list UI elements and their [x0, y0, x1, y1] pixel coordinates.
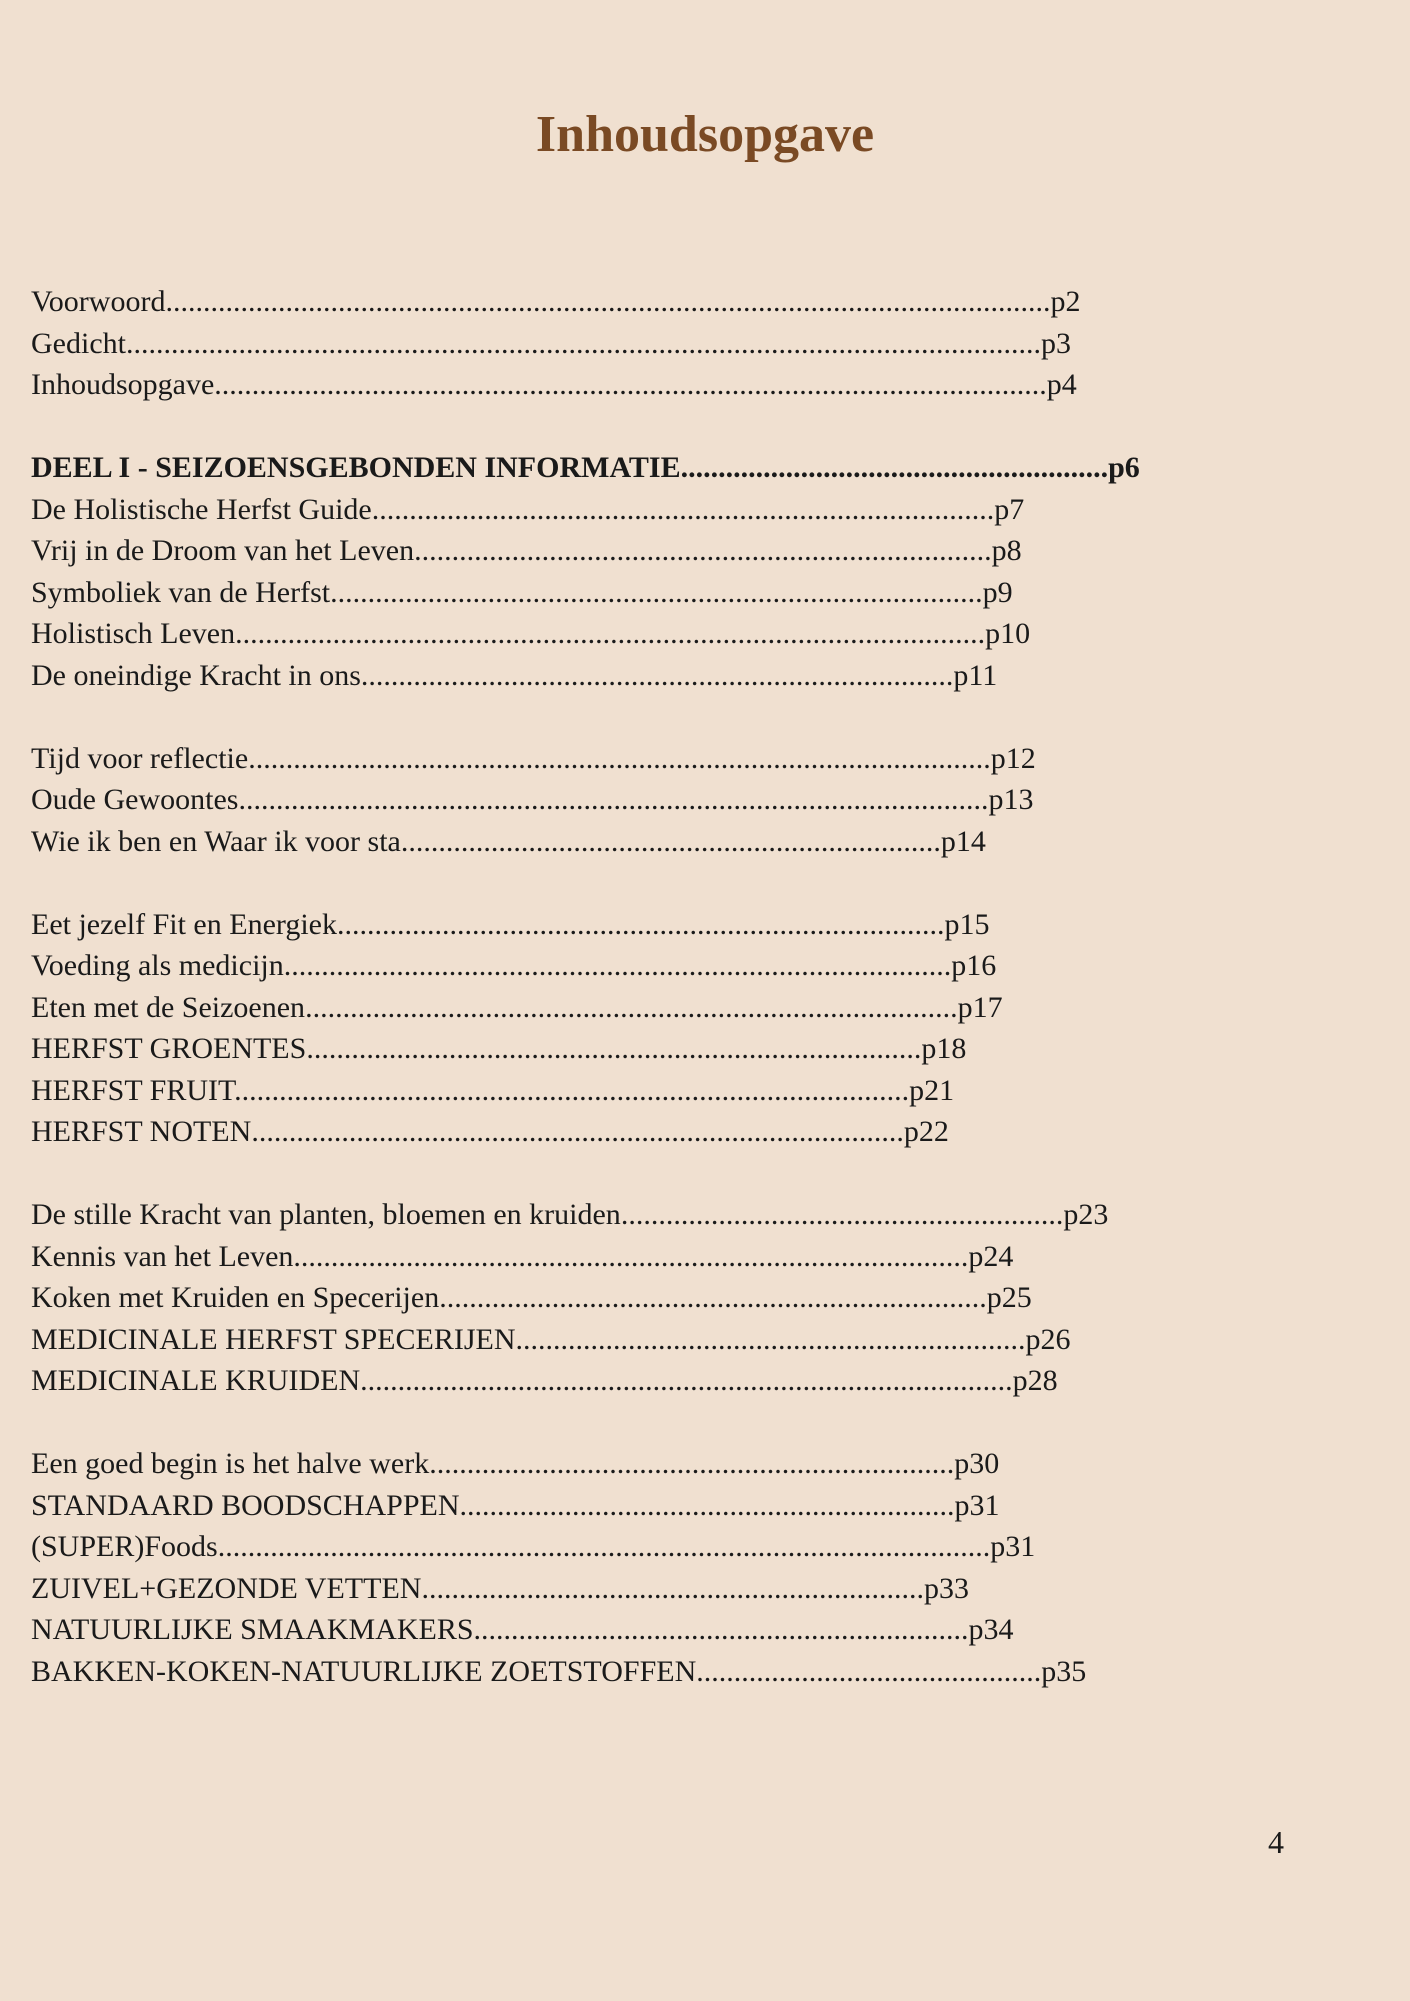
- toc-dot-leader: .......................................................................................: [330, 575, 983, 609]
- toc-entry-title: MEDICINALE HERFST SPECERIJEN: [31, 1322, 516, 1356]
- toc-entry[interactable]: [31, 1609, 1391, 1651]
- toc-entry[interactable]: [31, 364, 1391, 406]
- toc-entry[interactable]: [31, 1028, 1391, 1070]
- toc-entry[interactable]: [31, 738, 1391, 780]
- toc-entry[interactable]: [31, 572, 1391, 614]
- toc-entry[interactable]: [31, 821, 1391, 863]
- toc-entry-title: De stille Kracht van planten, bloemen en kruiden: [31, 1198, 621, 1231]
- toc-page-ref: p6: [1108, 451, 1140, 484]
- toc-entry-title: NATUURLIJKE SMAAKMAKERS: [31, 1613, 474, 1646]
- toc-entry-title: De Holistische Herfst Guide: [31, 492, 372, 526]
- toc-entry[interactable]: [31, 530, 1391, 572]
- page-title: Inhoudsopgave: [535, 106, 875, 163]
- toc-page-ref: p3: [1040, 326, 1071, 360]
- toc-entry[interactable]: [31, 489, 1391, 531]
- toc-entry-title: (SUPER)Foods: [31, 1530, 218, 1563]
- toc-entry[interactable]: [31, 1070, 1391, 1112]
- toc-page-ref: p33: [923, 1571, 969, 1605]
- toc-page-ref: p31: [990, 1530, 1036, 1563]
- toc-page-ref: p13: [988, 783, 1034, 816]
- toc-dot-leader: .............................................................................: [414, 534, 992, 567]
- toc-dot-leader: ....................................................................................................: [235, 617, 986, 650]
- toc-page-ref: p9: [982, 575, 1013, 609]
- toc-entry[interactable]: [31, 945, 1391, 987]
- toc-dot-leader: ...........................................................: [620, 1198, 1064, 1231]
- toc-page-ref: p2: [1050, 285, 1081, 318]
- toc-dot-leader: ..................................................................: [459, 1488, 955, 1522]
- toc-entry[interactable]: [31, 613, 1391, 655]
- toc-page-ref: p24: [968, 1239, 1014, 1273]
- toc-page-ref: p30: [954, 1447, 1000, 1480]
- toc-entry[interactable]: [31, 1360, 1391, 1402]
- toc-page-ref: p8: [991, 534, 1022, 567]
- toc-dot-leader: .......................................................................................: [305, 990, 958, 1024]
- toc-entry-title: MEDICINALE KRUIDEN: [31, 1364, 361, 1397]
- toc-dot-leader: .................................................................................: [337, 907, 945, 941]
- toc-entry[interactable]: [31, 1111, 1391, 1153]
- toc-entry-title: BAKKEN-KOKEN-NATUURLIJKE ZOETSTOFFEN: [31, 1654, 697, 1688]
- toc-entry-title: Vrij in de Droom van het Leven: [31, 534, 415, 567]
- toc-dot-leader: ..........................................................................................: [293, 1239, 969, 1273]
- toc-entry[interactable]: [31, 1277, 1391, 1319]
- toc-entry[interactable]: [31, 1526, 1391, 1568]
- table-of-contents: [31, 281, 1391, 1692]
- toc-entry[interactable]: [31, 1194, 1391, 1236]
- toc-entry[interactable]: [31, 1319, 1391, 1361]
- toc-entry-title: HERFST FRUIT: [31, 1073, 235, 1107]
- toc-entry-title: Een goed begin is het halve werk: [31, 1447, 430, 1480]
- toc-dot-leader: .........................................................................: [439, 1281, 987, 1314]
- toc-entry-title: Voorwoord: [31, 285, 166, 318]
- toc-dot-leader: ........................................................................: [400, 824, 941, 858]
- toc-dot-leader: .......................................................................................: [360, 1364, 1013, 1397]
- toc-dot-leader: ..................................................................................: [306, 1032, 922, 1065]
- toc-dot-leader: ..................................................................: [473, 1613, 969, 1646]
- toc-dot-leader: ...................................................................: [421, 1571, 924, 1605]
- toc-page-ref: p17: [957, 990, 1003, 1024]
- toc-dot-leader: ..........................................................................................: [234, 1073, 910, 1107]
- toc-page-ref: p15: [944, 907, 990, 941]
- toc-entry-title: Oude Gewoontes: [31, 783, 239, 816]
- toc-dot-leader: .......................................................................................................: [217, 1530, 991, 1563]
- toc-page-ref: p4: [1046, 368, 1077, 401]
- toc-entry-title: De oneindige Kracht in ons: [31, 658, 361, 692]
- toc-dot-leader: ..........................................................................................................................: [125, 326, 1041, 360]
- toc-entry-title: Wie ik ben en Waar ik voor sta: [31, 824, 401, 858]
- toc-entry[interactable]: [31, 1236, 1391, 1278]
- toc-page-ref: p31: [954, 1488, 1000, 1522]
- toc-entry-title: HERFST NOTEN: [31, 1115, 252, 1148]
- toc-page-ref: p22: [903, 1115, 949, 1148]
- toc-page-ref: p7: [994, 492, 1025, 526]
- toc-page-ref: p16: [951, 949, 997, 982]
- toc-dot-leader: ......................................................................................................................: [165, 285, 1051, 318]
- toc-dot-leader: ...................................................................................................: [248, 741, 991, 775]
- toc-entry-title: Eten met de Seizoenen: [31, 990, 306, 1024]
- toc-dot-leader: ..............................................: [696, 1654, 1042, 1688]
- toc-entry-title: Eet jezelf Fit en Energiek: [31, 907, 337, 941]
- toc-page-ref: p28: [1012, 1364, 1058, 1397]
- toc-dot-leader: .........................................................................................: [283, 949, 952, 982]
- toc-page-ref: p23: [1063, 1198, 1109, 1231]
- toc-entry-title: Kennis van het Leven: [31, 1239, 294, 1273]
- page-number: 4: [1268, 1824, 1284, 1860]
- toc-entry[interactable]: [31, 987, 1391, 1029]
- toc-dot-leader: ......................................................................: [429, 1447, 955, 1480]
- toc-page-ref: p26: [1025, 1322, 1071, 1356]
- toc-dot-leader: ...............................................................................................................: [214, 368, 1047, 401]
- toc-dot-leader: ...............................................................................: [360, 658, 954, 692]
- toc-entry-title: Koken met Kruiden en Specerijen: [31, 1281, 440, 1314]
- toc-dot-leader: .......................................................................................: [251, 1115, 904, 1148]
- toc-entry[interactable]: [31, 281, 1391, 323]
- toc-entry-title: Voeding als medicijn: [31, 949, 284, 982]
- toc-entry[interactable]: [31, 1568, 1391, 1610]
- toc-entry-title: STANDAARD BOODSCHAPPEN: [31, 1488, 460, 1522]
- toc-entry[interactable]: [31, 1485, 1391, 1527]
- toc-entry-title: ZUIVEL+GEZONDE VETTEN: [31, 1571, 422, 1605]
- toc-dot-leader: ....................................................................: [515, 1322, 1026, 1356]
- toc-entry[interactable]: [31, 323, 1391, 365]
- toc-page-ref: p14: [940, 824, 986, 858]
- toc-entry-title: DEEL I - SEIZOENSGEBONDEN INFORMATIE: [31, 451, 681, 484]
- toc-entry[interactable]: [31, 779, 1391, 821]
- toc-page-ref: p35: [1041, 1654, 1087, 1688]
- toc-entry-title: Inhoudsopgave: [31, 368, 215, 401]
- toc-page-ref: p34: [968, 1613, 1014, 1646]
- toc-page-ref: p18: [921, 1032, 967, 1065]
- toc-section-heading[interactable]: [31, 447, 1391, 489]
- toc-page-ref: p21: [909, 1073, 955, 1107]
- toc-dot-leader: ....................................................................................................: [238, 783, 989, 816]
- toc-page-ref: p10: [985, 617, 1031, 650]
- toc-entry[interactable]: [31, 1651, 1391, 1693]
- toc-dot-leader: .........................................................: [680, 451, 1109, 484]
- toc-entry-title: HERFST GROENTES: [31, 1032, 307, 1065]
- toc-dot-leader: ...................................................................................: [371, 492, 995, 526]
- toc-page-ref: p12: [990, 741, 1036, 775]
- toc-entry[interactable]: [31, 655, 1391, 697]
- toc-entry[interactable]: [31, 1443, 1391, 1485]
- toc-page-ref: p11: [953, 658, 998, 692]
- toc-page-ref: p25: [986, 1281, 1032, 1314]
- toc-entry-title: Symboliek van de Herfst: [31, 575, 331, 609]
- toc-entry[interactable]: [31, 904, 1391, 946]
- toc-entry-title: Tijd voor reflectie: [31, 741, 249, 775]
- toc-entry-title: Gedicht: [31, 326, 126, 360]
- toc-entry-title: Holistisch Leven: [31, 617, 236, 650]
